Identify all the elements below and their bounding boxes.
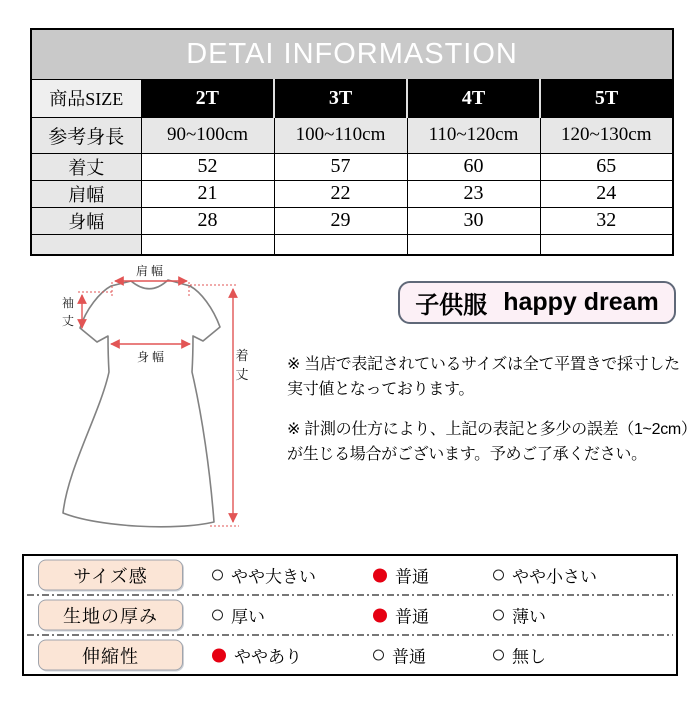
cell: 30 [407,207,540,234]
note-line: が生じる場合がございます。予めご了承ください。 [287,446,647,463]
option-label: やや大きい [231,567,316,587]
empty-cell [274,234,407,255]
sleeve-length-label-char2: 丈 [61,314,75,328]
row-label: 参考身長 [31,117,141,153]
radio-icon[interactable] [493,610,504,621]
cell: 29 [274,207,407,234]
dress-measurement-diagram [30,260,270,560]
option-some-stretch [212,643,302,668]
dress-outline [63,280,220,527]
radio-icon[interactable] [212,610,223,621]
cell: 57 [274,153,407,180]
size-spec-table [30,28,674,256]
size-col-4t: 4T [407,79,540,117]
measurement-notes [287,352,697,467]
radio-icon[interactable] [493,570,504,581]
row-label: 着丈 [31,153,141,180]
radio-icon[interactable] [212,648,226,662]
note-tolerance [287,417,697,467]
option-normal [373,563,429,588]
option-label: 厚い [231,607,265,627]
table-title: DETAI INFORMASTION [31,29,673,79]
option-slightly-small [493,563,597,588]
empty-cell [540,234,673,255]
garment-length-label-char1: 着 [235,348,249,363]
cell: 23 [407,180,540,207]
attribute-label: 生地の厚み [38,600,183,631]
radio-icon[interactable] [493,650,504,661]
product-attributes-table [22,554,678,676]
option-label: 薄い [512,607,546,627]
size-col-2t: 2T [141,79,274,117]
option-slightly-large [212,563,316,588]
brand-name-jp: 子供服 [415,292,488,319]
size-col-3t: 3T [274,79,407,117]
table-row-garment-length [31,153,673,180]
attribute-label: 伸縮性 [38,640,183,671]
attribute-row-fabric-thickness [24,596,676,634]
cell: 90~100cm [141,117,274,153]
row-label: 肩幅 [31,180,141,207]
empty-label-cell [31,234,141,255]
option-label: 普通 [395,567,429,587]
radio-icon[interactable] [373,608,387,622]
option-label: ややあり [234,647,302,667]
corner-label: 商品SIZE [31,79,141,117]
option-label: 無し [512,647,546,667]
cell: 24 [540,180,673,207]
size-header-row [31,79,673,117]
cell: 22 [274,180,407,207]
radio-icon[interactable] [373,650,384,661]
cell: 110~120cm [407,117,540,153]
cell: 21 [141,180,274,207]
cell: 32 [540,207,673,234]
radio-icon[interactable] [373,568,387,582]
note-line: 実寸値となっております。 [287,381,475,398]
option-thick [212,603,265,628]
row-label: 身幅 [31,207,141,234]
cell: 52 [141,153,274,180]
table-row-body-width [31,207,673,234]
option-normal [373,643,426,668]
table-row-height-range [31,117,673,153]
option-thin [493,603,546,628]
cell: 60 [407,153,540,180]
sleeve-length-label-char1: 袖 [61,296,75,310]
empty-cell [141,234,274,255]
note-flat-measurement [287,352,697,402]
brand-name-en: happy dream [503,288,659,316]
shoulder-width-label: 肩幅 [135,264,167,278]
body-width-label: 身幅 [136,350,168,364]
note-line: ※ 計測の仕方により、上記の表記と多少の誤差（1~2cm） [287,421,697,438]
cell: 65 [540,153,673,180]
table-row-empty [31,234,673,255]
option-normal [373,603,429,628]
option-none [493,643,546,668]
garment-length-label-char2: 丈 [235,367,249,382]
note-line: ※ 当店で表記されているサイズは全て平置きで採寸した [287,356,680,373]
option-label: 普通 [392,647,426,667]
empty-cell [407,234,540,255]
option-label: やや小さい [512,567,597,587]
table-title-row [31,29,673,79]
option-label: 普通 [395,607,429,627]
brand-badge [398,281,676,324]
attribute-row-size-feel [24,556,676,594]
attribute-label: サイズ感 [38,560,183,591]
attribute-row-stretch [24,636,676,674]
size-col-5t: 5T [540,79,673,117]
cell: 28 [141,207,274,234]
cell: 120~130cm [540,117,673,153]
cell: 100~110cm [274,117,407,153]
radio-icon[interactable] [212,570,223,581]
table-row-shoulder-width [31,180,673,207]
